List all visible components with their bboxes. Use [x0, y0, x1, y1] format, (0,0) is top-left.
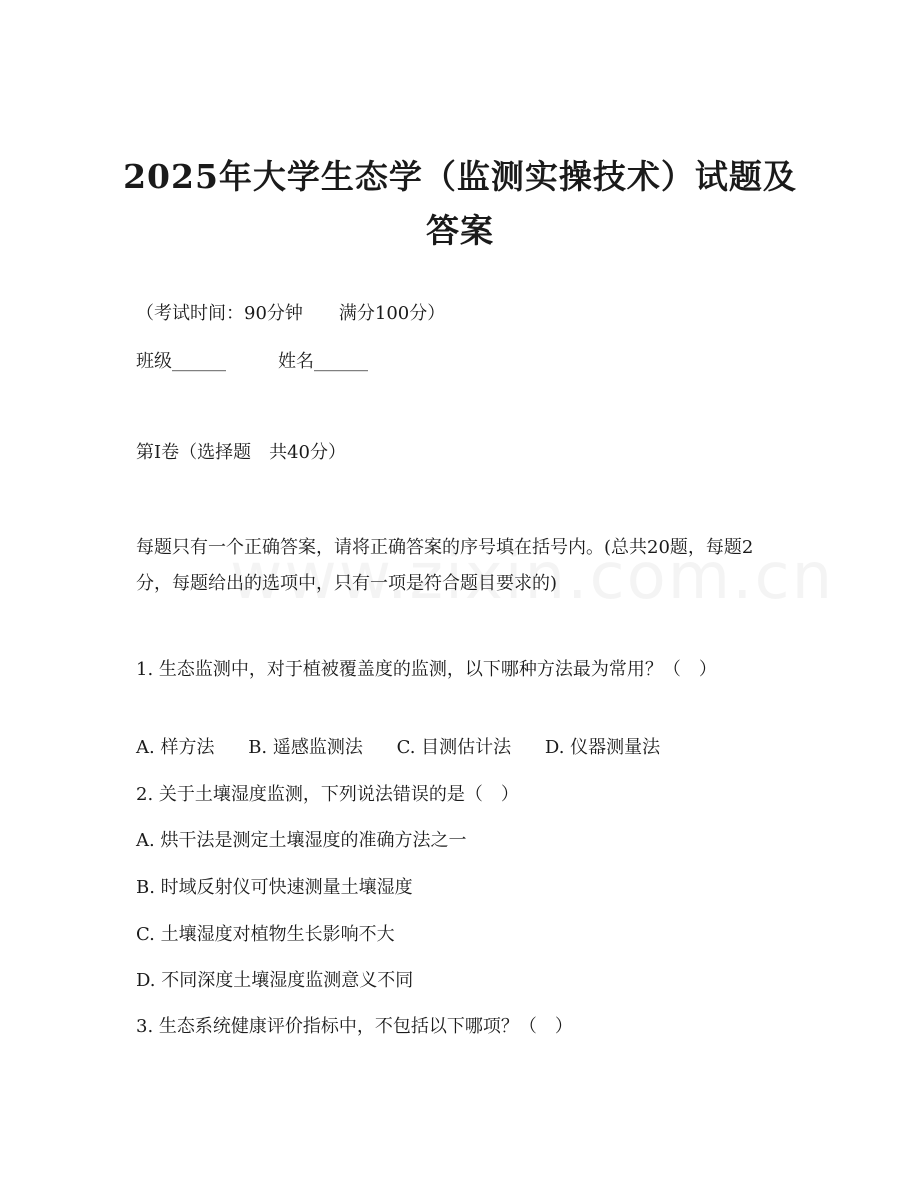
question-2-option-c: C. 土壤湿度对植物生长影响不大: [136, 924, 395, 945]
exam-info: （考试时间：90分钟 满分100分）: [136, 303, 446, 324]
question-1-option-c: C. 目测估计法: [396, 737, 512, 758]
document-title: 2025年大学生态学（监测实操技术）试题及答案: [123, 157, 797, 250]
instructions: 每题只有一个正确答案，请将正确答案的序号填在括号内。(总共20题，每题2分，每题给出的选项中，只有一项是符合题目要求的): [136, 537, 754, 594]
class-field: 班级______: [136, 351, 226, 372]
section-title: 第I卷（选择题 共40分）: [136, 442, 347, 463]
name-field: 姓名______: [278, 351, 368, 372]
question-1-option-a: A. 样方法: [136, 737, 215, 758]
student-info-row: [136, 350, 368, 374]
question-2-stem: 2. 关于土壤湿度监测，下列说法错误的是（ ）: [136, 784, 519, 805]
question-1-stem: 1. 生态监测中，对于植被覆盖度的监测，以下哪种方法最为常用？（ ）: [136, 659, 717, 680]
question-1-options: [136, 736, 660, 760]
question-2-option-b: B. 时域反射仪可快速测量土壤湿度: [136, 877, 413, 898]
question-3-stem: 3. 生态系统健康评价指标中，不包括以下哪项？（ ）: [136, 1016, 573, 1037]
question-2-option-d: D. 不同深度土壤湿度监测意义不同: [136, 970, 414, 991]
question-1-option-d: D. 仪器测量法: [544, 737, 661, 758]
question-1-option-b: B. 遥感监测法: [248, 737, 363, 758]
question-2-option-a: A. 烘干法是测定土壤湿度的准确方法之一: [136, 830, 467, 851]
